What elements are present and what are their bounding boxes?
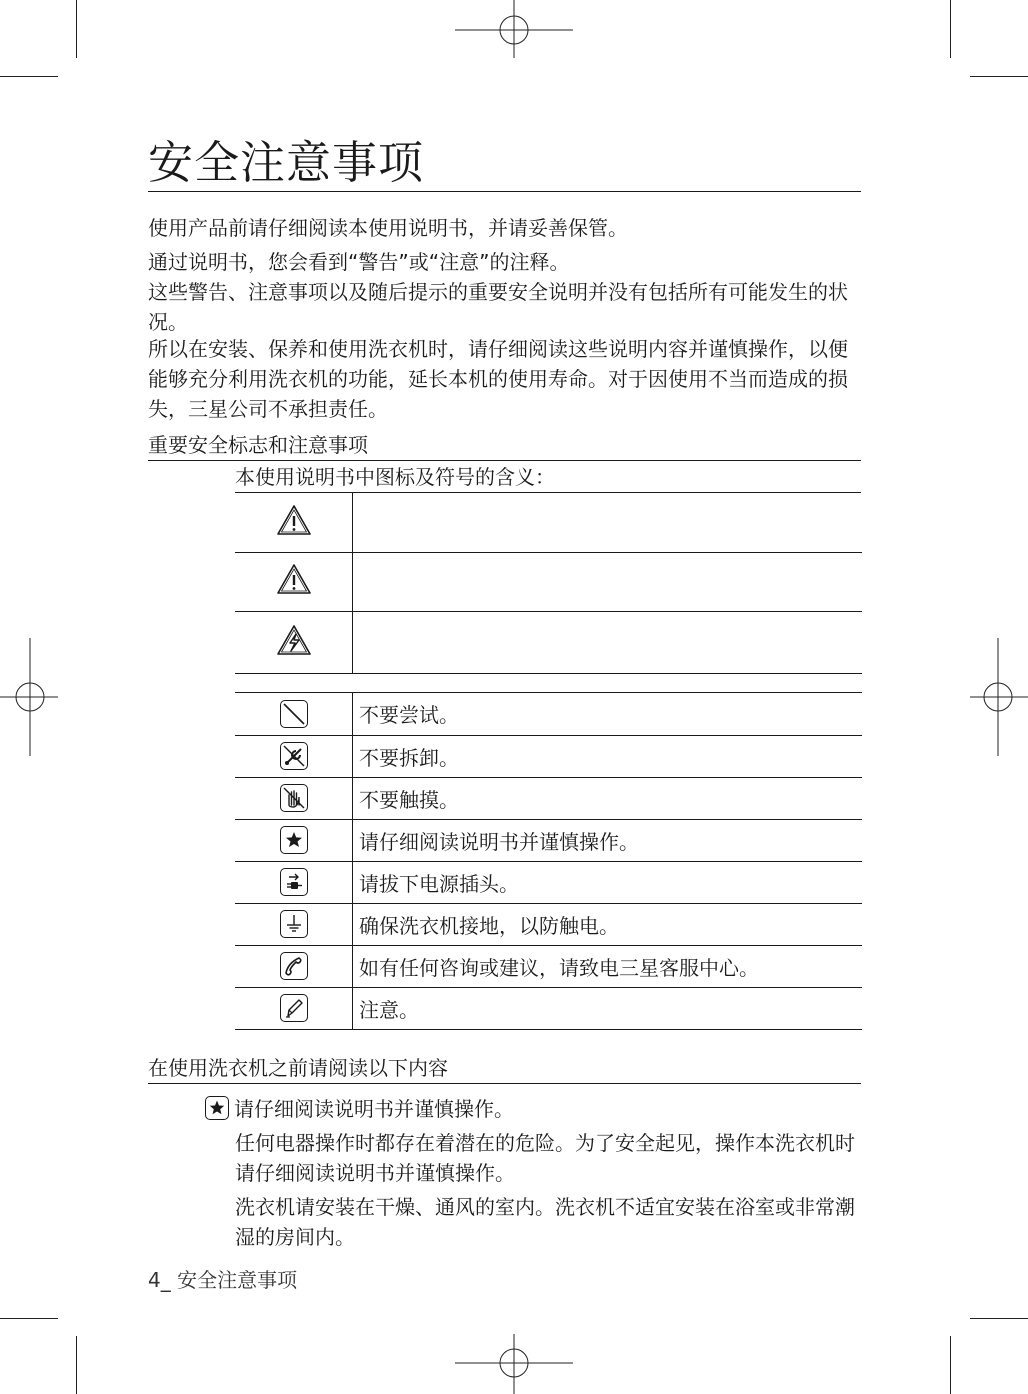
- section-heading: 重要安全标志和注意事项: [148, 431, 861, 461]
- intro-paragraph: 通过说明书，您会看到“警告”或“注意”的注释。: [148, 250, 570, 274]
- crop-mark: [950, 0, 951, 58]
- do-not-disassemble-icon: [280, 742, 308, 770]
- follow-directions-icon: [280, 826, 308, 854]
- intro-paragraph: 使用产品前请仔细阅读本使用说明书，并请妥善保管。: [148, 216, 628, 240]
- page-footer: 4_ 安全注意事项: [148, 1268, 298, 1292]
- crop-mark: [76, 1336, 77, 1394]
- unplug-icon: [280, 868, 308, 896]
- body-paragraph: 洗衣机请安装在干燥、通风的室内。洗衣机不适宜安装在浴室或非常潮湿的房间内。: [235, 1195, 855, 1249]
- caution-triangle-icon: [276, 563, 312, 595]
- crop-mark: [76, 0, 77, 58]
- registration-mark-icon: [455, 1334, 573, 1394]
- symbol-description: 如有任何咨询或建议，请致电三星客服中心。: [353, 945, 863, 987]
- crop-mark: [970, 76, 1028, 77]
- table-row: [235, 903, 862, 945]
- ground-icon: [280, 910, 308, 938]
- table-row: [235, 819, 862, 861]
- table-row: [235, 611, 862, 673]
- table-row: [235, 735, 862, 777]
- warning-description: [353, 493, 863, 552]
- bullet-text: 请仔细阅读说明书并谨慎操作。: [234, 1097, 514, 1121]
- do-not-attempt-icon: [280, 700, 308, 728]
- warning-triangle-icon: [276, 504, 312, 536]
- symbol-description: 不要尝试。: [353, 693, 863, 735]
- symbol-description: 请拔下电源插头。: [353, 861, 863, 903]
- symbol-description: 不要拆卸。: [353, 735, 863, 777]
- table-row: [235, 945, 862, 987]
- registration-mark-icon: [968, 638, 1028, 756]
- crop-mark: [0, 1318, 58, 1319]
- table-row: [235, 552, 862, 611]
- body-paragraph: 任何电器操作时都存在着潜在的危险。为了安全起见，操作本洗衣机时请仔细阅读说明书并谨慎操作。: [235, 1131, 855, 1185]
- crop-mark: [0, 76, 58, 77]
- section-heading: 在使用洗衣机之前请阅读以下内容: [148, 1054, 861, 1084]
- symbol-table: [235, 693, 862, 1030]
- follow-directions-icon: [205, 1096, 229, 1120]
- table-row: [235, 777, 862, 819]
- bullet-item: [205, 1094, 514, 1124]
- crop-mark: [970, 1318, 1028, 1319]
- table-row: [235, 987, 862, 1029]
- symbol-table-caption: 本使用说明书中图标及符号的含义：: [235, 463, 861, 493]
- page-title: 安全注意事项: [148, 135, 861, 192]
- registration-mark-icon: [455, 0, 573, 60]
- intro-paragraph: 所以在安装、保养和使用洗衣机时，请仔细阅读这些说明内容并谨慎操作，以便能够充分利用洗衣机的功能，延长本机的使用寿命。对于因使用不当而造成的损失，三星公司不承担责任。: [148, 337, 848, 421]
- intro-paragraph: 这些警告、注意事项以及随后提示的重要安全说明并没有包括所有可能发生的状况。: [148, 280, 848, 334]
- symbol-description: 注意。: [353, 987, 863, 1029]
- symbol-description: 不要触摸。: [353, 777, 863, 819]
- electric-shock-description: [353, 611, 863, 673]
- table-row: [235, 693, 862, 735]
- caution-description: [353, 552, 863, 611]
- warning-symbol-table: [235, 493, 862, 674]
- symbol-description: 请仔细阅读说明书并谨慎操作。: [353, 819, 863, 861]
- table-row: [235, 861, 862, 903]
- phone-icon: [280, 952, 308, 980]
- do-not-touch-icon: [280, 784, 308, 812]
- electric-shock-triangle-icon: [276, 624, 312, 656]
- table-row: [235, 493, 862, 552]
- symbol-description: 确保洗衣机接地，以防触电。: [353, 903, 863, 945]
- note-icon: [280, 994, 308, 1022]
- registration-mark-icon: [0, 638, 60, 756]
- crop-mark: [950, 1336, 951, 1394]
